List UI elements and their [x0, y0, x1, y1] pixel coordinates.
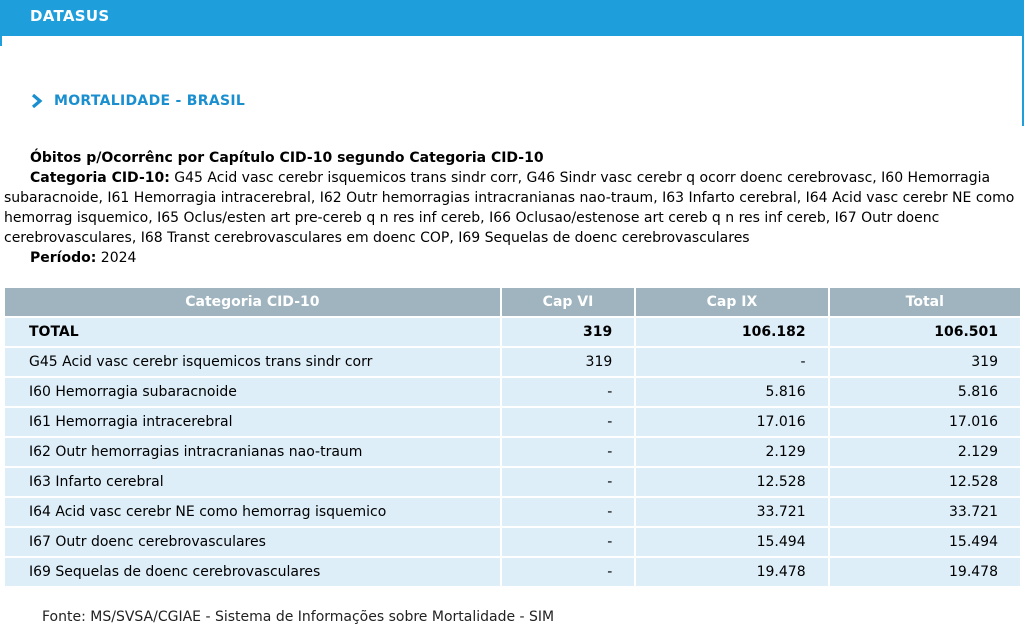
cell-cap-vi: - [502, 498, 635, 526]
cell-total: 319 [830, 348, 1020, 376]
filter-value: G45 Acid vasc cerebr isquemicos trans sindr corr, G46 Sindr vasc cerebr q ocorr doenc cerebrovasc, I60 Hemorragia subaracnoide, I61 Hemorragia intracerebral, I62 Outr hemorragias intracranianas nao-traum, I63 Infarto cerebral, I64 Acid vasc cerebr NE como hemorrag isquemico, I65 Oclus/esten art pre-cereb q n res inf cereb, I66 Oclusao/estenose art cereb q n res inf cereb, I67 Outr doenc cerebrovasculares, I68 Transt cerebrovasculares em doenc COP, I69 Sequelas de doenc cerebrovasculares [4, 170, 1015, 246]
top-bar [0, 0, 1024, 36]
cell-categoria: G45 Acid vasc cerebr isquemicos trans sindr corr [5, 348, 500, 376]
header-cap-vi: Cap VI [502, 288, 635, 316]
section-title: MORTALIDADE - BRASIL [54, 93, 246, 109]
brand-title[interactable]: DATASUS [30, 7, 110, 25]
results-table [3, 286, 1022, 588]
table-row [5, 438, 1020, 466]
cell-total: 12.528 [830, 468, 1020, 496]
table-row [5, 528, 1020, 556]
cell-cap-ix: - [636, 348, 827, 376]
cell-categoria: I61 Hemorragia intracerebral [5, 408, 500, 436]
cell-categoria: I67 Outr doenc cerebrovasculares [5, 528, 500, 556]
cell-categoria: TOTAL [5, 318, 500, 346]
table-row [5, 468, 1020, 496]
cell-total: 19.478 [830, 558, 1020, 586]
filter-label: Categoria CID-10: [30, 170, 170, 186]
cell-total: 33.721 [830, 498, 1020, 526]
period-value: 2024 [100, 250, 137, 266]
cell-categoria: I60 Hemorragia subaracnoide [5, 378, 500, 406]
filter-description [4, 168, 1020, 248]
cell-cap-ix: 17.016 [636, 408, 827, 436]
table-row [5, 408, 1020, 436]
cell-categoria: I64 Acid vasc cerebr NE como hemorrag isquemico [5, 498, 500, 526]
cell-total: 17.016 [830, 408, 1020, 436]
cell-cap-vi: - [502, 408, 635, 436]
cell-total: 106.501 [830, 318, 1020, 346]
chevron-right-icon [30, 94, 44, 108]
table-header-row [5, 288, 1020, 316]
section-header [30, 91, 245, 111]
cell-cap-vi: 319 [502, 348, 635, 376]
cell-cap-vi: - [502, 378, 635, 406]
cell-cap-ix: 15.494 [636, 528, 827, 556]
cell-cap-ix: 19.478 [636, 558, 827, 586]
cell-categoria: I63 Infarto cerebral [5, 468, 500, 496]
period-line [4, 248, 1020, 268]
header-total: Total [830, 288, 1020, 316]
table-row [5, 348, 1020, 376]
cell-cap-ix: 106.182 [636, 318, 827, 346]
table-row [5, 558, 1020, 586]
left-border [0, 36, 2, 46]
header-cap-ix: Cap IX [636, 288, 827, 316]
cell-categoria: I62 Outr hemorragias intracranianas nao-traum [5, 438, 500, 466]
cell-total: 2.129 [830, 438, 1020, 466]
cell-cap-vi: - [502, 558, 635, 586]
table-row [5, 378, 1020, 406]
table-row [5, 498, 1020, 526]
cell-cap-ix: 12.528 [636, 468, 827, 496]
cell-cap-vi: - [502, 468, 635, 496]
cell-total: 5.816 [830, 378, 1020, 406]
report-meta [4, 148, 1020, 268]
cell-cap-ix: 33.721 [636, 498, 827, 526]
cell-categoria: I69 Sequelas de doenc cerebrovasculares [5, 558, 500, 586]
source-footer: Fonte: MS/SVSA/CGIAE - Sistema de Informações sobre Mortalidade - SIM [42, 609, 555, 625]
cell-cap-vi: 319 [502, 318, 635, 346]
cell-cap-ix: 2.129 [636, 438, 827, 466]
cell-cap-vi: - [502, 528, 635, 556]
header-categoria: Categoria CID-10 [5, 288, 500, 316]
cell-cap-vi: - [502, 438, 635, 466]
period-label: Período: [30, 250, 97, 266]
cell-total: 15.494 [830, 528, 1020, 556]
table-row-total [5, 318, 1020, 346]
report-title: Óbitos p/Ocorrênc por Capítulo CID-10 segundo Categoria CID-10 [30, 150, 544, 166]
cell-cap-ix: 5.816 [636, 378, 827, 406]
